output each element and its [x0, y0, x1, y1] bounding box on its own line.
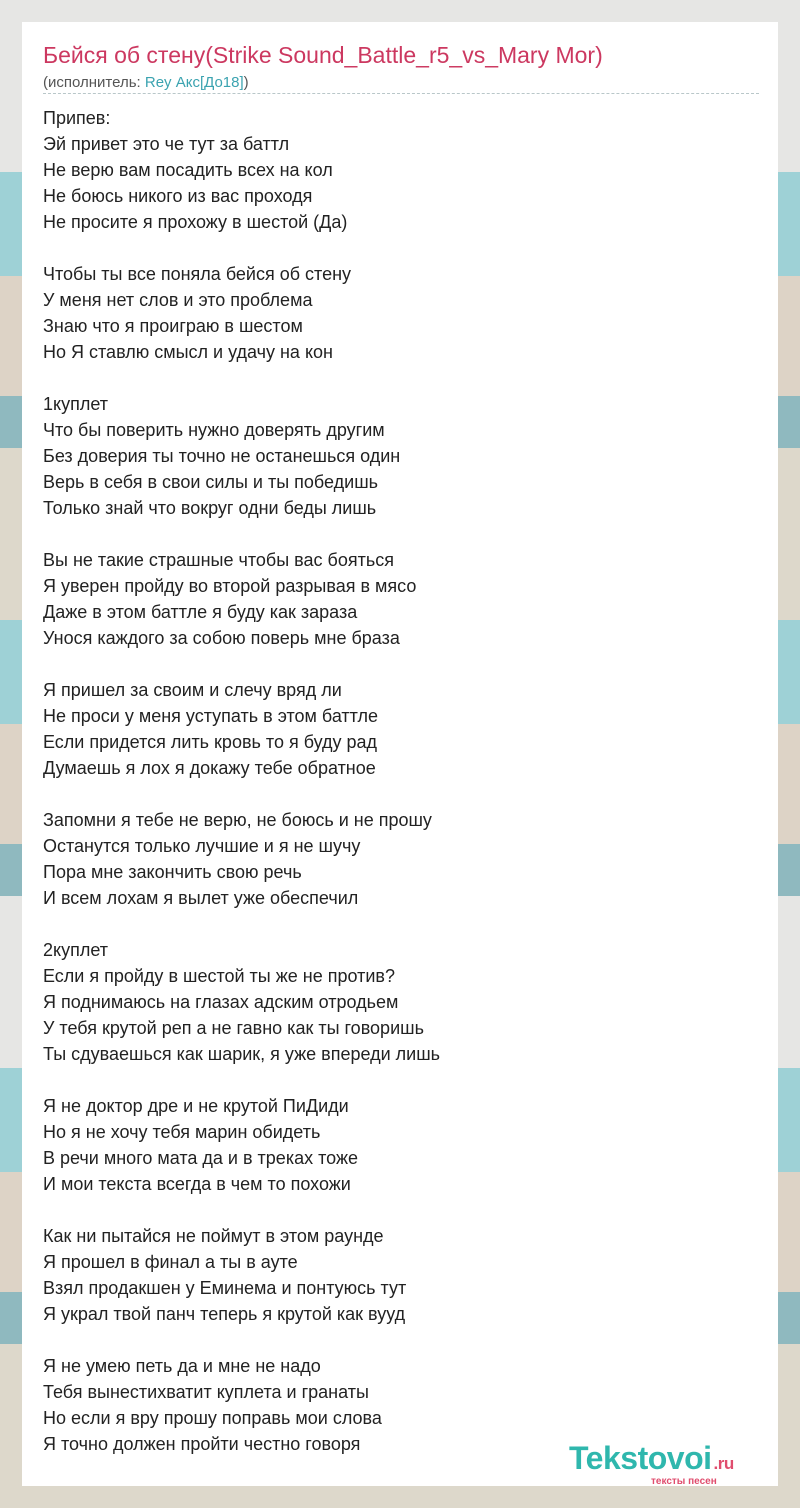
lyrics-line: Если придется лить кровь то я буду рад — [43, 732, 378, 752]
lyrics-line: Не проси у меня уступать в этом баттле — [43, 706, 379, 726]
lyrics-line: Верь в себя в свои силы и ты победишь — [43, 472, 379, 492]
lyrics-line: Останутся только лучшие и я не шучу — [43, 836, 361, 856]
lyrics-line: Даже в этом баттле я буду как зараза — [43, 602, 358, 622]
lyrics-line: Я прошел в финал а ты в ауте — [43, 1252, 298, 1272]
performer-line — [43, 74, 249, 91]
lyrics-line: Чтобы ты все поняла бейся об стену — [43, 264, 352, 284]
lyrics-line: Унося каждого за собою поверь мне браза — [43, 628, 400, 648]
lyrics-blank-line — [43, 1197, 759, 1223]
lyrics-blank-line — [43, 651, 759, 677]
lyrics-line: Запомни я тебе не верю, не боюсь и не прошу — [43, 810, 432, 830]
lyrics-line: Я точно должен пройти честно говоря — [43, 1434, 361, 1454]
lyrics-line: Я украл твой панч теперь я крутой как вууд — [43, 1304, 406, 1324]
lyrics-line: У меня нет слов и это проблема — [43, 290, 313, 310]
lyrics-blank-line — [43, 781, 759, 807]
performer-prefix: (исполнитель: — [43, 74, 145, 91]
lyrics-line: Я поднимаюсь на глазах адским отродьем — [43, 992, 399, 1012]
header-divider — [43, 93, 759, 94]
lyrics-line: И мои текста всегда в чем то похожи — [43, 1174, 351, 1194]
logo-name: Tekstovoi — [569, 1440, 712, 1476]
lyrics-blank-line — [43, 1327, 759, 1353]
lyrics-line: Пора мне закончить свою речь — [43, 862, 302, 882]
lyrics-line: В речи много мата да и в треках тоже — [43, 1148, 358, 1168]
lyrics-line: Я пришел за своим и слечу вряд ли — [43, 680, 342, 700]
lyrics-line: Я не доктор дре и не крутой ПиДиди — [43, 1096, 349, 1116]
artist-link[interactable]: Rey Акс[До18] — [144, 74, 244, 91]
lyrics-line: Что бы поверить нужно доверять другим — [43, 420, 385, 440]
lyrics-line: Эй привет это че тут за баттл — [43, 134, 290, 154]
site-logo[interactable] — [569, 1440, 774, 1486]
lyrics-line: Не просите я прохожу в шестой (Да) — [43, 212, 348, 232]
lyrics-line: Я уверен пройду во второй разрывая в мясо — [43, 576, 417, 596]
lyrics-line: Если я пройду в шестой ты же не против? — [43, 966, 395, 986]
lyrics-line: У тебя крутой реп а не гавно как ты говоришь — [43, 1018, 424, 1038]
logo-tld: .ru — [713, 1454, 734, 1473]
lyrics-line: Припев: — [43, 108, 111, 128]
lyrics-line: Не боюсь никого из вас проходя — [43, 186, 313, 206]
lyrics-line: Я не умею петь да и мне не надо — [43, 1356, 321, 1376]
lyrics-line: Но я не хочу тебя марин обидеть — [43, 1122, 321, 1142]
lyrics-text — [43, 105, 759, 1457]
logo-wordmark — [569, 1440, 734, 1477]
lyrics-blank-line — [43, 235, 759, 261]
lyrics-line: 2куплет — [43, 940, 108, 960]
lyrics-card — [22, 22, 778, 1486]
lyrics-line: И всем лохам я вылет уже обеспечил — [43, 888, 359, 908]
lyrics-line: Тебя вынестихватит куплета и гранаты — [43, 1382, 369, 1402]
lyrics-line: 1куплет — [43, 394, 108, 414]
lyrics-blank-line — [43, 521, 759, 547]
lyrics-line: Вы не такие страшные чтобы вас бояться — [43, 550, 394, 570]
lyrics-line: Как ни пытайся не поймут в этом раунде — [43, 1226, 384, 1246]
lyrics-blank-line — [43, 1067, 759, 1093]
performer-suffix: ) — [243, 74, 249, 91]
lyrics-line: Но если я вру прошу поправь мои слова — [43, 1408, 382, 1428]
lyrics-line: Взял продакшен у Еминема и понтуюсь тут — [43, 1278, 407, 1298]
lyrics-line: Но Я ставлю смысл и удачу на кон — [43, 342, 333, 362]
logo-tagline: тексты песен — [651, 1476, 717, 1487]
lyrics-line: Только знай что вокруг одни беды лишь — [43, 498, 377, 518]
lyrics-line: Без доверия ты точно не останешься один — [43, 446, 401, 466]
lyrics-blank-line — [43, 365, 759, 391]
lyrics-blank-line — [43, 911, 759, 937]
lyrics-line: Думаешь я лох я докажу тебе обратное — [43, 758, 376, 778]
lyrics-line: Знаю что я проиграю в шестом — [43, 316, 303, 336]
lyrics-line: Не верю вам посадить всех на кол — [43, 160, 333, 180]
lyrics-line: Ты сдуваешься как шарик, я уже впереди лишь — [43, 1044, 441, 1064]
song-title: Бейся об стену(Strike Sound_Battle_r5_vs_Mary Mor) — [43, 42, 603, 68]
